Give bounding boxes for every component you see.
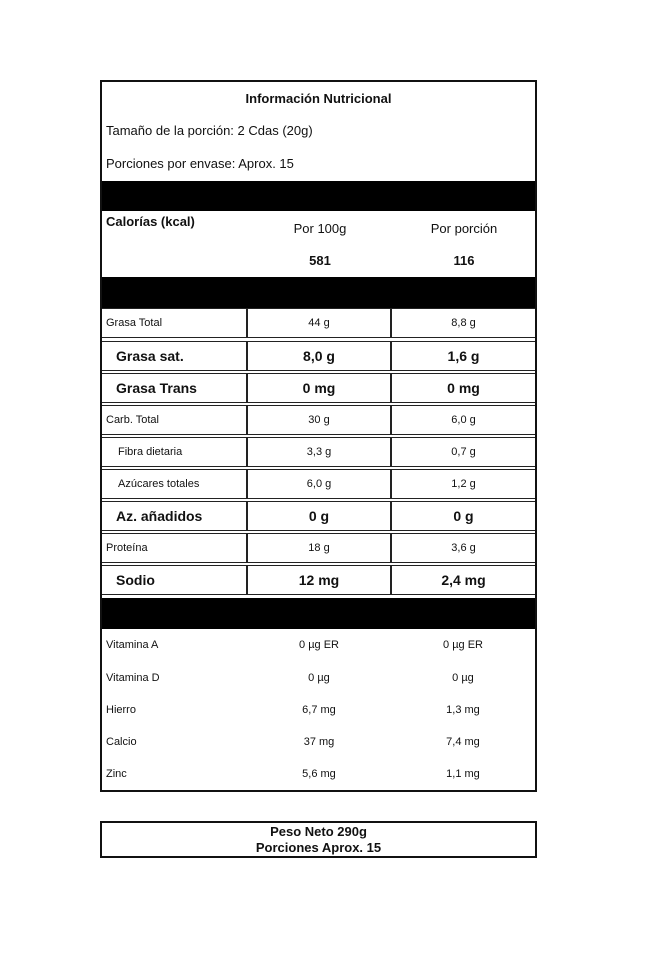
vitamin-name: Hierro (106, 704, 136, 716)
vitamin-per-100g: 5,6 mg (302, 768, 336, 780)
nutrient-per-serving: 0 mg (391, 373, 535, 403)
nutrient-per-100g: 18 g (247, 533, 391, 563)
nutrient-per-serving: 0 g (391, 501, 535, 531)
nutrient-per-serving: 3,6 g (391, 533, 535, 563)
table-row (102, 405, 535, 438)
calories-per-100g: 581 (309, 253, 331, 268)
calories-label: Calorías (kcal) (106, 214, 195, 229)
calories-per-serving: 116 (453, 253, 475, 268)
separator-bar (102, 277, 535, 308)
nutrient-per-serving: 1,2 g (391, 469, 535, 499)
servings-per-container: Porciones por envase: Aprox. 15 (106, 156, 294, 171)
list-item (102, 662, 535, 694)
panel-title: Información Nutricional (245, 91, 392, 106)
list-item (102, 694, 535, 726)
vitamin-per-serving: 0 µg ER (443, 639, 483, 651)
table-row (102, 373, 535, 406)
nutrient-name: Grasa sat. (102, 341, 247, 371)
nutrient-per-100g: 8,0 g (247, 341, 391, 371)
table-row (102, 533, 535, 566)
list-item (102, 758, 535, 790)
column-header-per-100g: Por 100g (293, 221, 347, 236)
vitamin-name: Calcio (106, 736, 137, 748)
vitamin-per-serving: 0 µg (452, 672, 474, 684)
vitamin-per-100g: 0 µg ER (299, 639, 339, 651)
nutrient-per-serving: 1,6 g (391, 341, 535, 371)
nutrient-name: Proteína (102, 533, 247, 563)
nutrient-name: Fibra dietaria (102, 437, 247, 467)
nutrient-per-serving: 0,7 g (391, 437, 535, 467)
vitamin-per-100g: 0 µg (308, 672, 330, 684)
nutrient-per-100g: 30 g (247, 405, 391, 435)
vitamin-per-serving: 1,3 mg (446, 704, 480, 716)
table-row (102, 437, 535, 470)
servings-approx: Porciones Aprox. 15 (255, 840, 382, 855)
nutrient-per-serving: 2,4 mg (391, 565, 535, 595)
nutrient-per-100g: 6,0 g (247, 469, 391, 499)
nutrient-name: Azúcares totales (102, 469, 247, 499)
nutrient-name: Grasa Total (102, 308, 247, 338)
vitamin-name: Zinc (106, 768, 127, 780)
nutrient-per-serving: 6,0 g (391, 405, 535, 435)
table-row (102, 341, 535, 374)
nutrient-name: Grasa Trans (102, 373, 247, 403)
vitamin-name: Vitamina D (106, 672, 160, 684)
nutrient-per-serving: 8,8 g (391, 308, 535, 338)
net-weight-box (100, 821, 537, 858)
nutrient-per-100g: 0 mg (247, 373, 391, 403)
table-row (102, 308, 535, 341)
nutrition-facts-panel (100, 80, 537, 792)
vitamin-per-serving: 7,4 mg (446, 736, 480, 748)
vitamin-per-serving: 1,1 mg (446, 768, 480, 780)
nutrient-per-100g: 44 g (247, 308, 391, 338)
column-header-per-serving: Por porción (430, 221, 498, 236)
nutrient-name: Carb. Total (102, 405, 247, 435)
net-weight: Peso Neto 290g (270, 824, 367, 839)
nutrient-name: Az. añadidos (102, 501, 247, 531)
table-row (102, 565, 535, 598)
nutrient-per-100g: 12 mg (247, 565, 391, 595)
vitamin-per-100g: 37 mg (303, 736, 335, 748)
separator-bar (102, 598, 535, 629)
list-item (102, 629, 535, 661)
table-row (102, 501, 535, 534)
nutrient-per-100g: 0 g (247, 501, 391, 531)
serving-size: Tamaño de la porción: 2 Cdas (20g) (106, 123, 313, 138)
list-item (102, 726, 535, 758)
nutrient-per-100g: 3,3 g (247, 437, 391, 467)
nutrient-name: Sodio (102, 565, 247, 595)
table-row (102, 469, 535, 502)
separator-bar (102, 181, 535, 211)
vitamin-name: Vitamina A (106, 639, 159, 651)
vitamin-per-100g: 6,7 mg (302, 704, 336, 716)
